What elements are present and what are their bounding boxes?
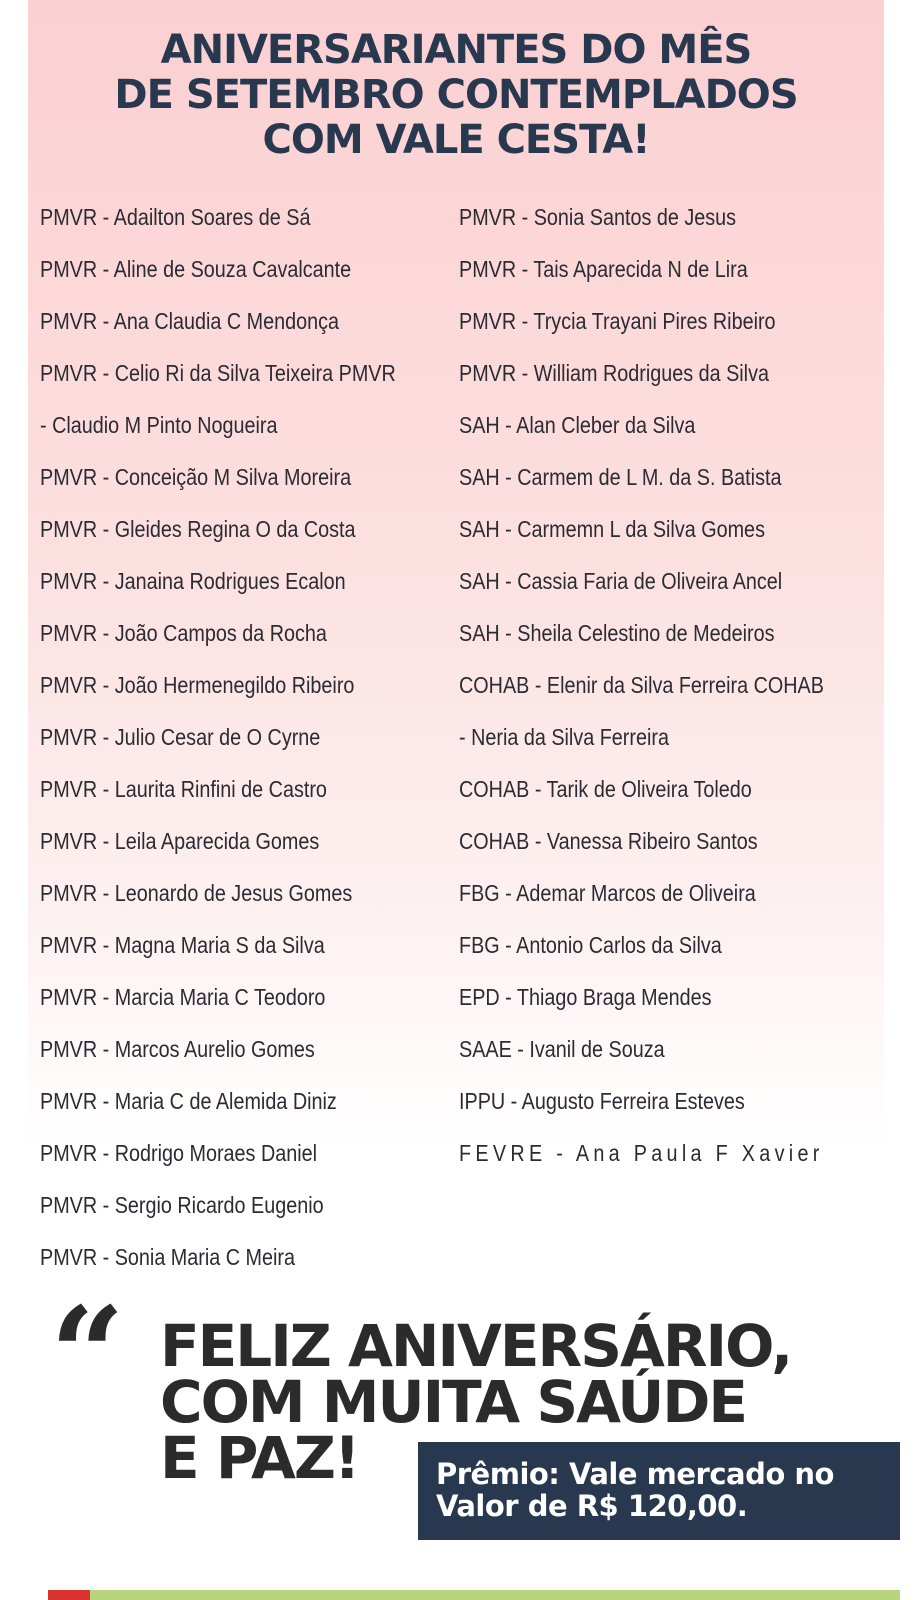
list-item: PMVR - Marcia Maria C Teodoro xyxy=(40,984,326,1010)
list-item: PMVR - Maria C de Alemida Diniz xyxy=(40,1088,337,1114)
greeting-line-1: FELIZ ANIVERSÁRIO, xyxy=(160,1312,792,1380)
list-item: FBG - Antonio Carlos da Silva xyxy=(459,932,722,958)
quote-mark-icon: “ xyxy=(50,1278,125,1431)
list-item: PMVR - Conceição M Silva Moreira xyxy=(40,464,352,490)
title-line-2: DE SETEMBRO CONTEMPLADOS xyxy=(114,72,798,118)
list-item: PMVR - Sonia Maria C Meira xyxy=(40,1244,296,1270)
list-item: PMVR - Ana Claudia C Mendonça xyxy=(40,308,340,334)
footer-bar xyxy=(48,1590,900,1600)
greeting-line-2: COM MUITA SAÚDE xyxy=(160,1368,747,1436)
list-item: PMVR - Tais Aparecida N de Lira xyxy=(459,256,748,282)
list-item: PMVR - William Rodrigues da Silva xyxy=(459,360,769,386)
list-item: PMVR - Adailton Soares de Sá xyxy=(40,204,311,230)
list-item: - Claudio M Pinto Nogueira xyxy=(40,412,278,438)
title-line-3: COM VALE CESTA! xyxy=(262,117,650,163)
list-item: SAH - Carmemn L da Silva Gomes xyxy=(459,516,765,542)
list-item: COHAB - Tarik de Oliveira Toledo xyxy=(459,776,752,802)
list-item: PMVR - João Campos da Rocha xyxy=(40,620,327,646)
list-item: COHAB - Elenir da Silva Ferreira COHAB xyxy=(459,672,824,698)
list-item: PMVR - Aline de Souza Cavalcante xyxy=(40,256,352,282)
list-item: FBG - Ademar Marcos de Oliveira xyxy=(459,880,756,906)
list-item: SAAE - Ivanil de Souza xyxy=(459,1036,665,1062)
list-item: SAH - Sheila Celestino de Medeiros xyxy=(459,620,775,646)
list-item: SAH - Carmem de L M. da S. Batista xyxy=(459,464,782,490)
prize-banner xyxy=(418,1442,900,1540)
list-item: PMVR - Sergio Ricardo Eugenio xyxy=(40,1192,324,1218)
list-item: IPPU - Augusto Ferreira Esteves xyxy=(459,1088,745,1114)
list-item: COHAB - Vanessa Ribeiro Santos xyxy=(459,828,758,854)
prize-line-2: Valor de R$ 120,00. xyxy=(436,1489,748,1523)
list-item: PMVR - Laurita Rinfini de Castro xyxy=(40,776,327,802)
list-item: EPD - Thiago Braga Mendes xyxy=(459,984,712,1010)
prize-text xyxy=(436,1458,896,1522)
list-item: PMVR - Magna Maria S da Silva xyxy=(40,932,325,958)
list-item: FEVRE - Ana Paula F Xavier xyxy=(459,1140,824,1166)
title-line-1: ANIVERSARIANTES DO MÊS xyxy=(160,27,752,73)
list-item: SAH - Alan Cleber da Silva xyxy=(459,412,696,438)
prize-line-1: Prêmio: Vale mercado no xyxy=(436,1457,834,1491)
names-list-left xyxy=(40,195,453,1287)
list-item: PMVR - Gleides Regina O da Costa xyxy=(40,516,356,542)
list-item: PMVR - Trycia Trayani Pires Ribeiro xyxy=(459,308,776,334)
greeting-line-3: E PAZ! xyxy=(160,1424,359,1492)
list-item: PMVR - Sonia Santos de Jesus xyxy=(459,204,737,230)
list-item: PMVR - João Hermenegildo Ribeiro xyxy=(40,672,355,698)
flyer-title xyxy=(28,28,884,163)
list-item: PMVR - Marcos Aurelio Gomes xyxy=(40,1036,315,1062)
list-item: PMVR - Rodrigo Moraes Daniel xyxy=(40,1140,318,1166)
list-item: PMVR - Leonardo de Jesus Gomes xyxy=(40,880,353,906)
list-item: - Neria da Silva Ferreira xyxy=(459,724,669,750)
flyer xyxy=(28,0,884,1600)
list-item: PMVR - Julio Cesar de O Cyrne xyxy=(40,724,321,750)
list-item: PMVR - Leila Aparecida Gomes xyxy=(40,828,320,854)
footer-bar-accent xyxy=(48,1590,90,1600)
list-item: PMVR - Janaina Rodrigues Ecalon xyxy=(40,568,346,594)
names-list-right xyxy=(459,195,889,1183)
list-item: SAH - Cassia Faria de Oliveira Ancel xyxy=(459,568,783,594)
list-item: PMVR - Celio Ri da Silva Teixeira PMVR xyxy=(40,360,396,386)
